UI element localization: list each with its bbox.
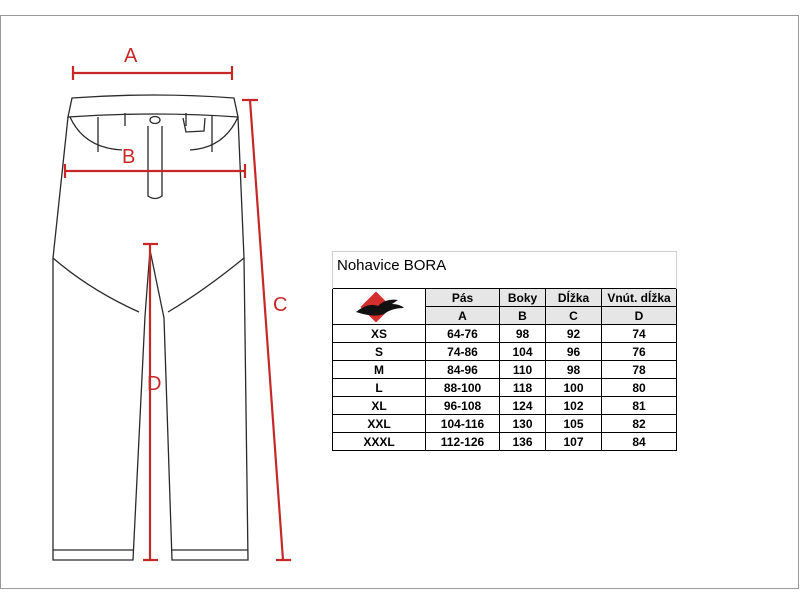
table-title: Nohavice BORA [333, 252, 677, 279]
size-cell: M [333, 361, 426, 379]
size-cell: XL [333, 397, 426, 415]
value-cell: 88-100 [426, 379, 500, 397]
value-cell: 104-116 [426, 415, 500, 433]
value-cell: 98 [500, 325, 546, 343]
column-code: D [602, 307, 677, 325]
table-row [333, 343, 677, 361]
size-cell: XXL [333, 415, 426, 433]
table-title-row [333, 252, 677, 279]
column-code: B [500, 307, 546, 325]
value-cell: 107 [546, 433, 602, 451]
outseam-measure-line [242, 100, 291, 560]
value-cell: 102 [546, 397, 602, 415]
column-code: C [546, 307, 602, 325]
brand-bird-logo-icon [348, 292, 410, 322]
value-cell: 110 [500, 361, 546, 379]
table-header-row [333, 289, 677, 307]
table-row [333, 415, 677, 433]
value-cell: 74-86 [426, 343, 500, 361]
dimension-label-c: C [273, 294, 288, 316]
value-cell: 105 [546, 415, 602, 433]
size-cell: XS [333, 325, 426, 343]
value-cell: 98 [546, 361, 602, 379]
table-row [333, 379, 677, 397]
column-header-name: Vnút. dĺžka [602, 289, 677, 307]
value-cell: 81 [602, 397, 677, 415]
column-code: A [426, 307, 500, 325]
size-cell: S [333, 343, 426, 361]
value-cell: 78 [602, 361, 677, 379]
table-row [333, 361, 677, 379]
value-cell: 74 [602, 325, 677, 343]
table-row [333, 433, 677, 451]
logo-cell [333, 289, 426, 325]
value-cell: 84-96 [426, 361, 500, 379]
value-cell: 84 [602, 433, 677, 451]
table-row [333, 397, 677, 415]
hip-measure-line [65, 164, 245, 178]
dimension-label-a: A [124, 45, 138, 67]
value-cell: 136 [500, 433, 546, 451]
dimension-label-d: D [147, 373, 162, 395]
waist-measure-line [73, 66, 232, 80]
value-cell: 96 [546, 343, 602, 361]
measure-lines [65, 66, 291, 560]
inseam-measure-line [143, 244, 158, 560]
value-cell: 64-76 [426, 325, 500, 343]
value-cell: 92 [546, 325, 602, 343]
column-header-name: Boky [500, 289, 546, 307]
value-cell: 118 [500, 379, 546, 397]
value-cell: 100 [546, 379, 602, 397]
value-cell: 130 [500, 415, 546, 433]
size-cell: L [333, 379, 426, 397]
value-cell: 82 [602, 415, 677, 433]
value-cell: 104 [500, 343, 546, 361]
value-cell: 76 [602, 343, 677, 361]
value-cell: 80 [602, 379, 677, 397]
value-cell: 124 [500, 397, 546, 415]
value-cell: 96-108 [426, 397, 500, 415]
value-cell: 112-126 [426, 433, 500, 451]
column-header-name: Dĺžka [546, 289, 602, 307]
column-header-name: Pás [426, 289, 500, 307]
size-cell: XXXL [333, 433, 426, 451]
table-row [333, 325, 677, 343]
dimension-label-b: B [122, 146, 136, 168]
size-chart-table [332, 251, 677, 451]
